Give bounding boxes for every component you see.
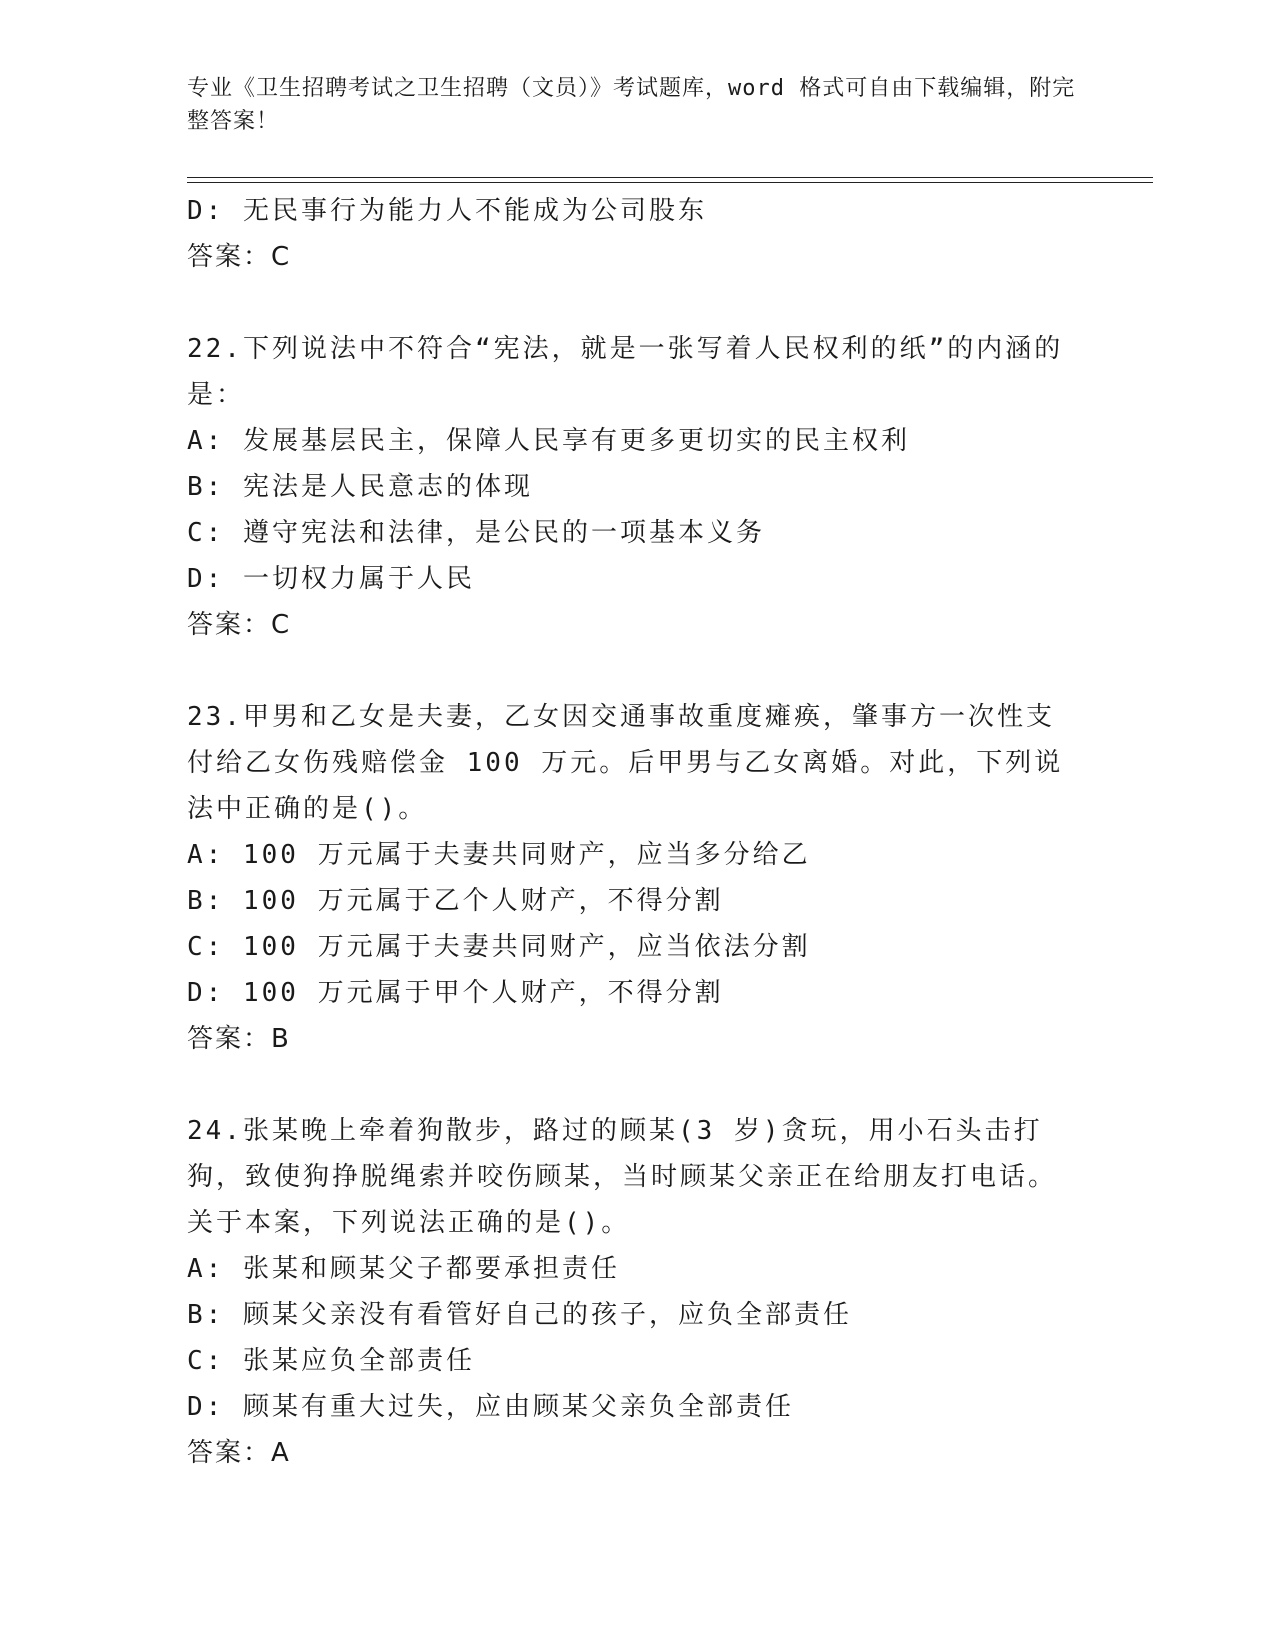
question-text: 22.下列说法中不符合“宪法，就是一张写着人民权利的纸”的内涵的是： xyxy=(187,334,1064,410)
option-b: B: 顾某父亲没有看管好自己的孩子，应负全部责任 xyxy=(187,1300,852,1330)
question-text: 24.张某晚上牵着狗散步，路过的顾某(3 岁)贪玩，用小石头击打狗，致使狗挣脱绳索并咬伤顾某，当时顾某父亲正在给朋友打电话。关于本案，下列说法正确的是()。 xyxy=(187,1116,1058,1238)
option-b: B: 100 万元属于乙个人财产，不得分割 xyxy=(187,886,724,916)
question-text: 23.甲男和乙女是夫妻，乙女因交通事故重度瘫痪，肇事方一次性支付给乙女伤残赔偿金 100 万元。后甲男与乙女离婚。对此，下列说法中正确的是()。 xyxy=(187,702,1064,824)
question-24 xyxy=(187,1108,1087,1476)
question-answer: 答案：B xyxy=(187,1024,291,1054)
option-b: B: 宪法是人民意志的体现 xyxy=(187,472,533,502)
option-a: A: 张某和顾某父子都要承担责任 xyxy=(187,1254,620,1284)
option-a: A: 发展基层民主，保障人民享有更多更切实的民主权利 xyxy=(187,426,910,456)
question-answer: 答案：C xyxy=(187,610,292,640)
option-c: C: 张某应负全部责任 xyxy=(187,1346,475,1376)
header-divider-bottom xyxy=(187,182,1153,183)
question-list xyxy=(187,188,1087,1476)
spacer xyxy=(187,280,1087,326)
spacer xyxy=(187,648,1087,694)
option-c: C: 100 万元属于夫妻共同财产，应当依法分割 xyxy=(187,932,811,962)
option-d: D: 一切权力属于人民 xyxy=(187,564,475,594)
question-23 xyxy=(187,694,1087,1062)
option-d: D: 顾某有重大过失，应由顾某父亲负全部责任 xyxy=(187,1392,794,1422)
question-answer: 答案：A xyxy=(187,1438,291,1468)
header-divider-top xyxy=(187,177,1153,178)
document-header: 专业《卫生招聘考试之卫生招聘（文员）》考试题库，word 格式可自由下载编辑，附完整答案！ xyxy=(187,76,1076,134)
option-a: A: 100 万元属于夫妻共同财产，应当多分给乙 xyxy=(187,840,811,870)
question-22 xyxy=(187,326,1087,648)
carryover-answer: 答案：C xyxy=(187,242,292,272)
spacer xyxy=(187,1062,1087,1108)
carryover-option-d: D: 无民事行为能力人不能成为公司股东 xyxy=(187,196,707,226)
option-c: C: 遵守宪法和法律，是公民的一项基本义务 xyxy=(187,518,765,548)
option-d: D: 100 万元属于甲个人财产，不得分割 xyxy=(187,978,724,1008)
